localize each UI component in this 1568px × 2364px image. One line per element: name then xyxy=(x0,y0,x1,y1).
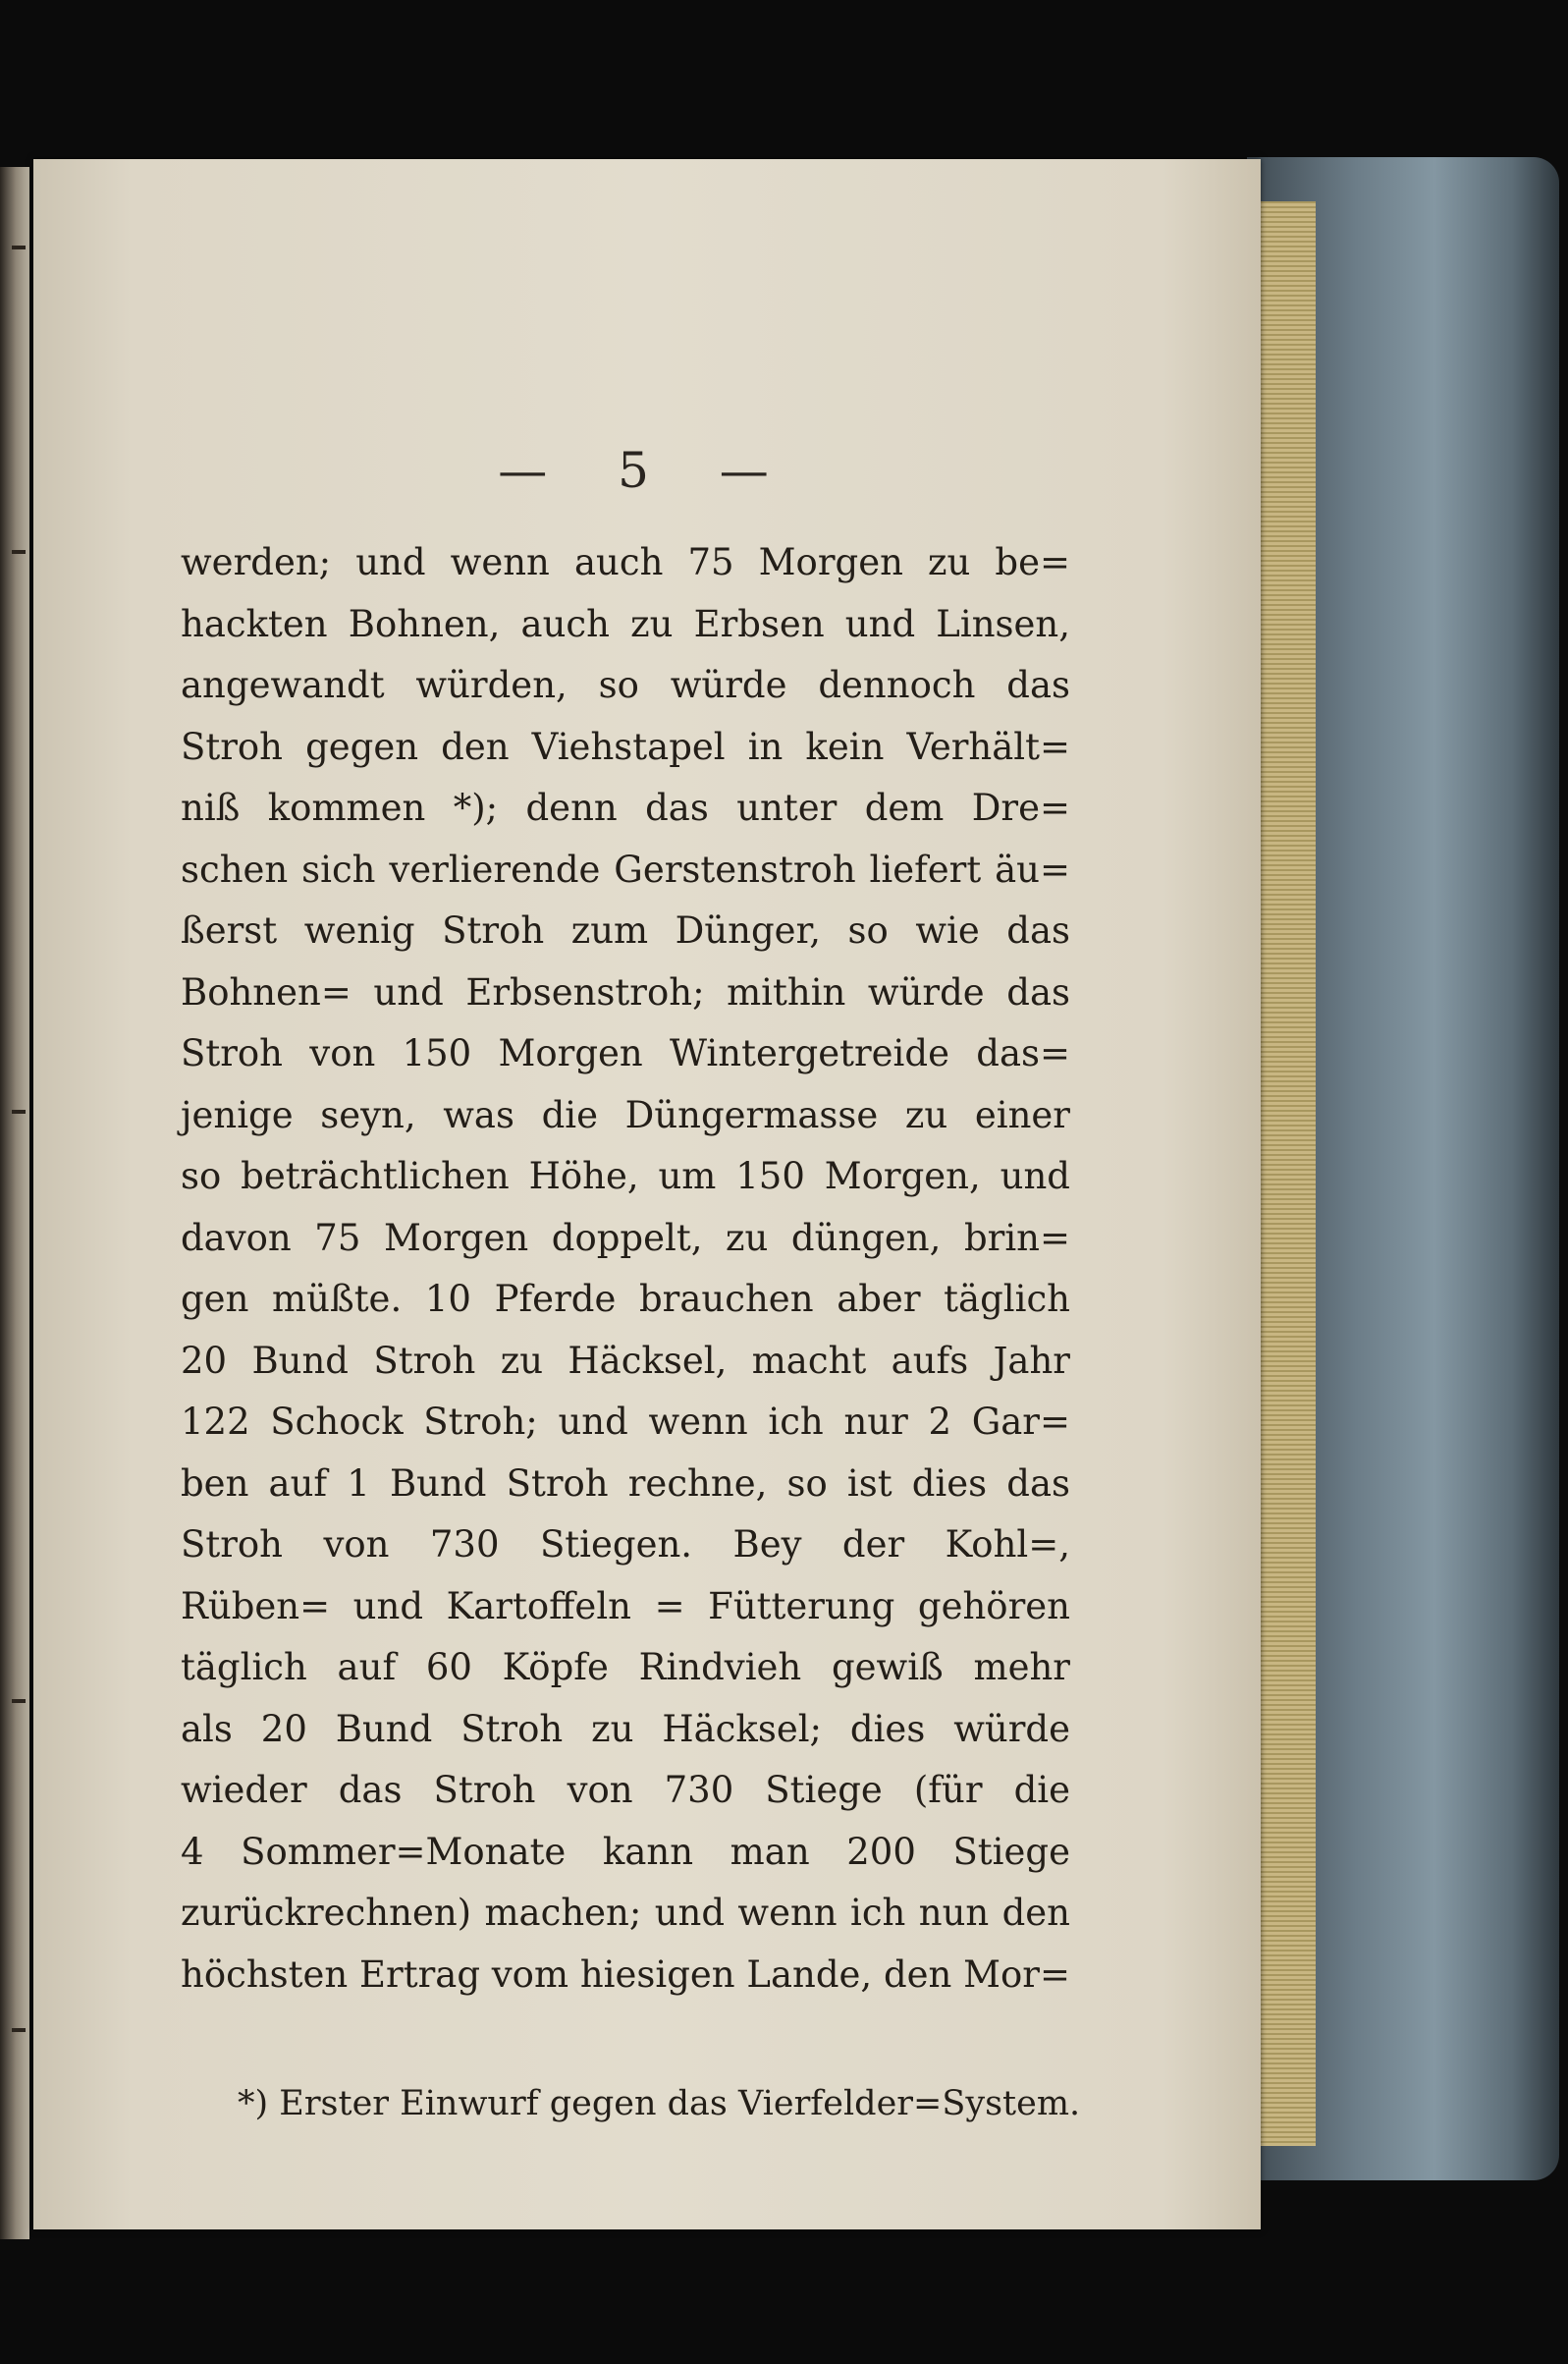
edge-mark xyxy=(12,1699,26,1703)
text-line: Bohnen= und Erbsenstroh; mithin würde das xyxy=(181,970,1070,1014)
previous-page-edge xyxy=(0,167,29,2239)
page-number: — 5 — xyxy=(498,442,796,499)
edge-mark xyxy=(12,1110,26,1114)
text-line: zurückrechnen) machen; und wenn ich nun den xyxy=(181,1892,1070,1934)
text-line: hackten Bohnen, auch zu Erbsen und Linsen, xyxy=(181,602,1070,645)
edge-mark xyxy=(12,246,26,249)
text-line: angewandt würden, so würde dennoch das xyxy=(181,664,1070,706)
text-line: Rüben= und Kartoffeln = Fütterung gehören xyxy=(181,1584,1070,1627)
text-line: Stroh gegen den Viehstapel in kein Verhält= xyxy=(181,725,1070,768)
text-line: jenige seyn, was die Düngermasse zu einer xyxy=(181,1093,1070,1136)
text-line: Stroh von 730 Stiegen. Bey der Kohl=, xyxy=(181,1523,1070,1566)
text-line: niß kommen *); denn das unter dem Dre= xyxy=(181,787,1070,829)
text-line: so beträchtlichen Höhe, um 150 Morgen, und xyxy=(181,1155,1070,1197)
text-line: davon 75 Morgen doppelt, zu düngen, brin= xyxy=(181,1216,1070,1259)
edge-mark xyxy=(12,550,26,554)
body-text xyxy=(181,532,1070,2006)
text-line: ben auf 1 Bund Stroh rechne, so ist dies das xyxy=(181,1461,1070,1505)
text-line: 4 Sommer=Monate kann man 200 Stiege xyxy=(181,1830,1070,1873)
text-line: werden; und wenn auch 75 Morgen zu be= xyxy=(181,541,1070,583)
text-line: höchsten Ertrag vom hiesigen Lande, den Mor= xyxy=(181,1952,1070,1996)
text-line: 20 Bund Stroh zu Häcksel, macht aufs Jahr xyxy=(181,1339,1070,1382)
text-line: gen müßte. 10 Pferde brauchen aber täglich xyxy=(181,1278,1070,1320)
book-page xyxy=(33,159,1261,2229)
text-line: schen sich verlierende Gerstenstroh liefert äu= xyxy=(181,848,1070,891)
edge-mark xyxy=(12,2028,26,2032)
footnote: *) Erster Einwurf gegen das Vierfelder=System. xyxy=(238,2084,1081,2123)
text-line: 122 Schock Stroh; und wenn ich nur 2 Gar= xyxy=(181,1401,1070,1443)
text-line: ßerst wenig Stroh zum Dünger, so wie das xyxy=(181,909,1070,952)
text-line: als 20 Bund Stroh zu Häcksel; dies würde xyxy=(181,1707,1070,1750)
text-line: wieder das Stroh von 730 Stiege (für die xyxy=(181,1769,1070,1811)
text-line: täglich auf 60 Köpfe Rindvieh gewiß mehr xyxy=(181,1646,1070,1688)
text-line: Stroh von 150 Morgen Wintergetreide das= xyxy=(181,1032,1070,1074)
